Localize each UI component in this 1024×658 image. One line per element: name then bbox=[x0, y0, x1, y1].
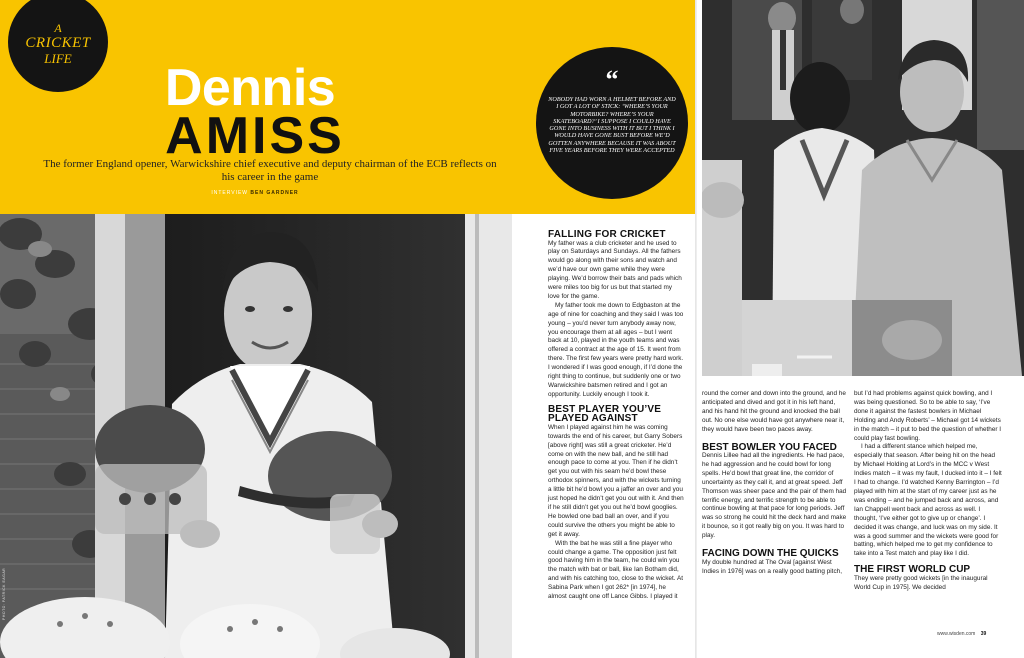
paragraph: When I played against him he was coming towards the end of his career, but Garry Sobers [above right] was still a great cricketer. He’d come on with the new ball, and he still had enough pace to come at you. Then if he didn’t get you out with his seam he’d bowl these orthodox spinners, and with the wickets turning a little bit he’d bowl you a jaffer an over and you just hoped he didn’t get you out with it. And then if he still didn’t get you out he’d bowl googlies. He bowled one bad ball an over, and if you could survive the others you might be able to get it away. bbox=[548, 423, 684, 538]
paragraph: They were pretty good wickets [in the inaugural World Cup in 1975]. We decided bbox=[854, 574, 988, 591]
byline-label: INTERVIEW bbox=[211, 190, 249, 196]
section-logo bbox=[8, 0, 108, 92]
yellow-banner bbox=[0, 0, 697, 214]
paragraph: My double hundred at The Oval [against West Indies in 1976] was on a really good batting pitch, bbox=[702, 558, 842, 575]
pull-quote-text: NOBODY HAD WORN A HELMET BEFORE AND I GOT A LOT OF STICK: ‘WHERE’S YOUR MOTORBIKE? WHERE’S YOUR SKATEBOARD?’ I SUPPOSE I COULD HAVE GONE INTO BUSINESS WITH IT BUT I THINK I WOULD HAVE GONE BUST BEFORE WE’D GOTTEN ANYWHERE BECAUSE IT WAS ABOUT FIVE YEARS BEFORE THEY WERE ACCEPTED bbox=[548, 96, 676, 155]
photo-amiss-with-helmets bbox=[0, 214, 512, 658]
folio-site: www.wisden.com bbox=[937, 631, 976, 637]
byline-author: BEN GARDNER bbox=[250, 190, 299, 196]
folio bbox=[937, 631, 986, 637]
section-logo-cricket: CRICKET bbox=[25, 35, 91, 51]
heading-facing-the-quicks: FACING DOWN THE QUICKS bbox=[702, 548, 839, 560]
photo-illustration bbox=[702, 0, 1024, 376]
paragraph: but I’d had problems against quick bowling, and I was being questioned. So to be able to say, ‘I’ve done it against the fastest bowlers in Michael Holding and Andy Roberts’ – Michael got 14 wickets in the match – it put to bed the question of whether I could play fast bowling. bbox=[854, 390, 1002, 442]
section-logo-a: A bbox=[54, 21, 62, 35]
folio-page-number: 39 bbox=[980, 631, 987, 637]
paragraph: I had a different stance which helped me, especially that season. After being hit on the head by Michael Holding at Lord’s in the MCC v West Indies match – it was my fault, I ducked into it – I felt I had to change. I’d watched Kenny Barrington – I’d played with him at the start of my career just as he was ending – and he jumped back and across, and Ian Chappell went back and across as well. I thought, ‘I’ve either got to give up or change’. I decided it was change, and luck was on my side. It was a good summer and the wickets were good for batting, which helped me to get my confidence to take into a Test match and play like I did. bbox=[854, 443, 1002, 558]
paragraph: My father took me down to Edgbaston at the age of nine for coaching and they said I was too young – you’d never turn anybody away now, you encourage them at all ages – but I went back at 10, played in the youth teams and was offered a contract at the age of 15. It went from there. The first few years were pretty hard work. I wondered if I was good enough, if I’d done the right thing to continue, but suddenly one or two Warwickshire batsmen retired and I got an opportunity. Luckily enough I took it. bbox=[548, 301, 684, 398]
heading-best-player: BEST PLAYER YOU’VE PLAYED AGAINST bbox=[548, 403, 662, 425]
text-column-left bbox=[548, 230, 684, 602]
text-column-right-2 bbox=[854, 390, 1002, 593]
quote-mark-icon: “ bbox=[605, 65, 619, 94]
heading-first-world-cup: THE FIRST WORLD CUP bbox=[854, 564, 971, 576]
standfirst: The former England opener, Warwickshire chief executive and deputy chairman of the ECB reflects on his career in the game bbox=[43, 158, 497, 183]
paragraph: With the bat he was still a fine player who could change a game. The opposition just felt good having him in the team, he could win you the match with bat or ball, like Ian Botham did, and with his catching too, close to the wicket. At Sabina Park when I got 262* [in 1974], he almost caught one off Lance Gibbs. I played it bbox=[548, 539, 683, 601]
heading-falling-for-cricket: FALLING FOR CRICKET bbox=[548, 229, 666, 240]
photo-illustration bbox=[0, 214, 512, 658]
paragraph: Dennis Lillee had all the ingredients. He had pace, he had aggression and he could bowl for long spells. He’d bowl that great line, the corridor of uncertainty as they call it, and at great speed. Jeff Thomson was sheer pace and the pair of them had terrific energy, and terrific strength to be able to continue bowling at that pace for long periods. Jeff was so strong he could hit the deck hard and make it bounce, so it got really big on you. It was hard to play. bbox=[702, 452, 847, 540]
photo-sobers-and-players bbox=[702, 0, 1024, 376]
section-logo-life: LIFE bbox=[44, 51, 72, 66]
byline bbox=[150, 190, 360, 196]
title-first-name: Dennis bbox=[164, 59, 336, 117]
photo-credit-text: PHOTO: PATRICK EAGAR bbox=[2, 567, 6, 620]
text-column-right-1 bbox=[702, 390, 847, 576]
paragraph: My father was a club cricketer and he used to play on Saturdays and Sundays. All the fathers would go along with their sons and watch and we’d have our own game while they were playing. We’d borrow their bats and pads which were miles too big for us but that started my love for the game. bbox=[548, 239, 682, 300]
photo-credit bbox=[2, 560, 12, 620]
paragraph: round the corner and down into the ground, and he anticipated and dived and got it in his left hand, and his hand hit the ground and knocked the ball out. No one else would have got anywhere near it, they would have been two paces away. bbox=[702, 390, 846, 433]
title-last-name: AMISS bbox=[165, 107, 345, 165]
right-page bbox=[697, 0, 1024, 658]
pull-quote bbox=[536, 47, 688, 199]
heading-best-bowler: BEST BOWLER YOU FACED bbox=[702, 441, 837, 453]
